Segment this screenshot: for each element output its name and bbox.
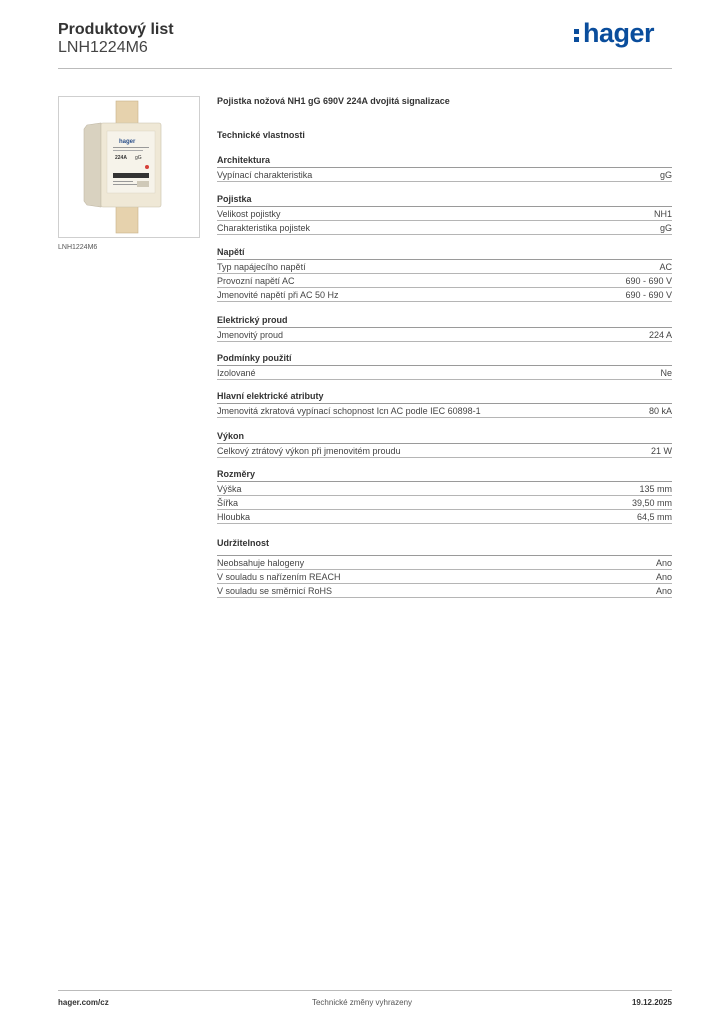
logo-text: hager xyxy=(582,18,654,48)
spec-label: Typ napájecího napětí xyxy=(217,262,306,272)
spec-row xyxy=(217,496,672,510)
logo-dots-icon xyxy=(574,23,580,42)
group-title-vykon: Výkon xyxy=(217,431,672,444)
spec-value: Ano xyxy=(655,558,672,568)
spec-label: Vypínací charakteristika xyxy=(217,170,313,180)
spec-label: Jmenovitý proud xyxy=(217,330,284,340)
svg-text:224A: 224A xyxy=(115,155,127,161)
footer-note: Technické změny vyhrazeny xyxy=(311,998,413,1007)
spec-label: Celkový ztrátový výkon při jmenovitém proudu xyxy=(217,446,401,456)
spec-label: Charakteristika pojistek xyxy=(217,223,311,233)
spec-value: Ano xyxy=(655,572,672,582)
spec-value: 80 kA xyxy=(648,406,672,416)
footer-date: 19.12.2025 xyxy=(631,998,672,1007)
spec-label: V souladu s nařízením REACH xyxy=(217,572,341,582)
group-title-elektricky-proud: Elektrický proud xyxy=(217,315,672,328)
spec-row xyxy=(217,444,672,458)
spec-value: 224 A xyxy=(648,330,672,340)
group-title-napeti: Napětí xyxy=(217,247,672,260)
group-title-architektura: Architektura xyxy=(217,155,672,168)
product-code: LNH1224M6 xyxy=(58,39,148,56)
spec-value: 690 - 690 V xyxy=(625,276,672,286)
spec-row xyxy=(217,510,672,524)
spec-row xyxy=(217,260,672,274)
spec-row xyxy=(217,366,672,380)
spec-row xyxy=(217,404,672,418)
spec-row xyxy=(217,207,672,221)
spec-value: NH1 xyxy=(653,209,672,219)
spec-row xyxy=(217,584,672,598)
spec-row xyxy=(217,570,672,584)
spec-value: gG xyxy=(659,170,672,180)
spec-value: 21 W xyxy=(650,446,672,456)
spec-value: 39,50 mm xyxy=(631,498,672,508)
group-title-hlavni-elektricke-atributy: Hlavní elektrické atributy xyxy=(217,391,672,404)
spec-label: Velikost pojistky xyxy=(217,209,281,219)
spec-value: Ne xyxy=(660,368,672,378)
svg-text:gG: gG xyxy=(135,155,142,161)
spec-value: gG xyxy=(659,223,672,233)
image-caption: LNH1224M6 xyxy=(58,244,98,251)
spec-label: Výška xyxy=(217,484,242,494)
spec-value: AC xyxy=(659,262,672,272)
header xyxy=(58,20,672,70)
spec-label: Provozní napětí AC xyxy=(217,276,295,286)
spec-label: Jmenovitá zkratová vypínací schopnost Icn AC podle IEC 60898-1 xyxy=(217,406,481,416)
spec-row xyxy=(217,288,672,302)
spec-row xyxy=(217,482,672,496)
header-divider xyxy=(58,68,672,69)
group-title-pojistka: Pojistka xyxy=(217,194,672,207)
group-title-podminky-pouziti: Podmínky použití xyxy=(217,353,672,366)
section-title: Technické vlastnosti xyxy=(217,130,305,140)
spec-value: 135 mm xyxy=(639,484,672,494)
group-title-udrzitelnost: Udržitelnost xyxy=(217,538,270,548)
spec-row xyxy=(217,221,672,235)
spec-row xyxy=(217,274,672,288)
product-name: Pojistka nožová NH1 gG 690V 224A dvojitá signalizace xyxy=(217,96,450,106)
fuse-image-icon xyxy=(59,97,199,237)
spec-label: Jmenovité napětí při AC 50 Hz xyxy=(217,290,339,300)
spec-value: 64,5 mm xyxy=(636,512,672,522)
group-title-rozmery: Rozměry xyxy=(217,469,672,482)
spec-row xyxy=(217,555,672,570)
product-image xyxy=(58,96,200,238)
document-title: Produktový list xyxy=(58,21,174,38)
svg-text:hager: hager xyxy=(119,139,136,145)
spec-row xyxy=(217,328,672,342)
spec-label: Hloubka xyxy=(217,512,251,522)
spec-value: Ano xyxy=(655,586,672,596)
spec-label: Neobsahuje halogeny xyxy=(217,558,305,568)
spec-label: Šířka xyxy=(217,498,239,508)
spec-label: Izolované xyxy=(217,368,256,378)
spec-label: V souladu se směrnicí RoHS xyxy=(217,586,333,596)
spec-row xyxy=(217,168,672,182)
spec-value: 690 - 690 V xyxy=(625,290,672,300)
footer-divider xyxy=(58,990,672,991)
hager-logo xyxy=(574,18,654,49)
footer-website: hager.com/cz xyxy=(58,998,109,1007)
